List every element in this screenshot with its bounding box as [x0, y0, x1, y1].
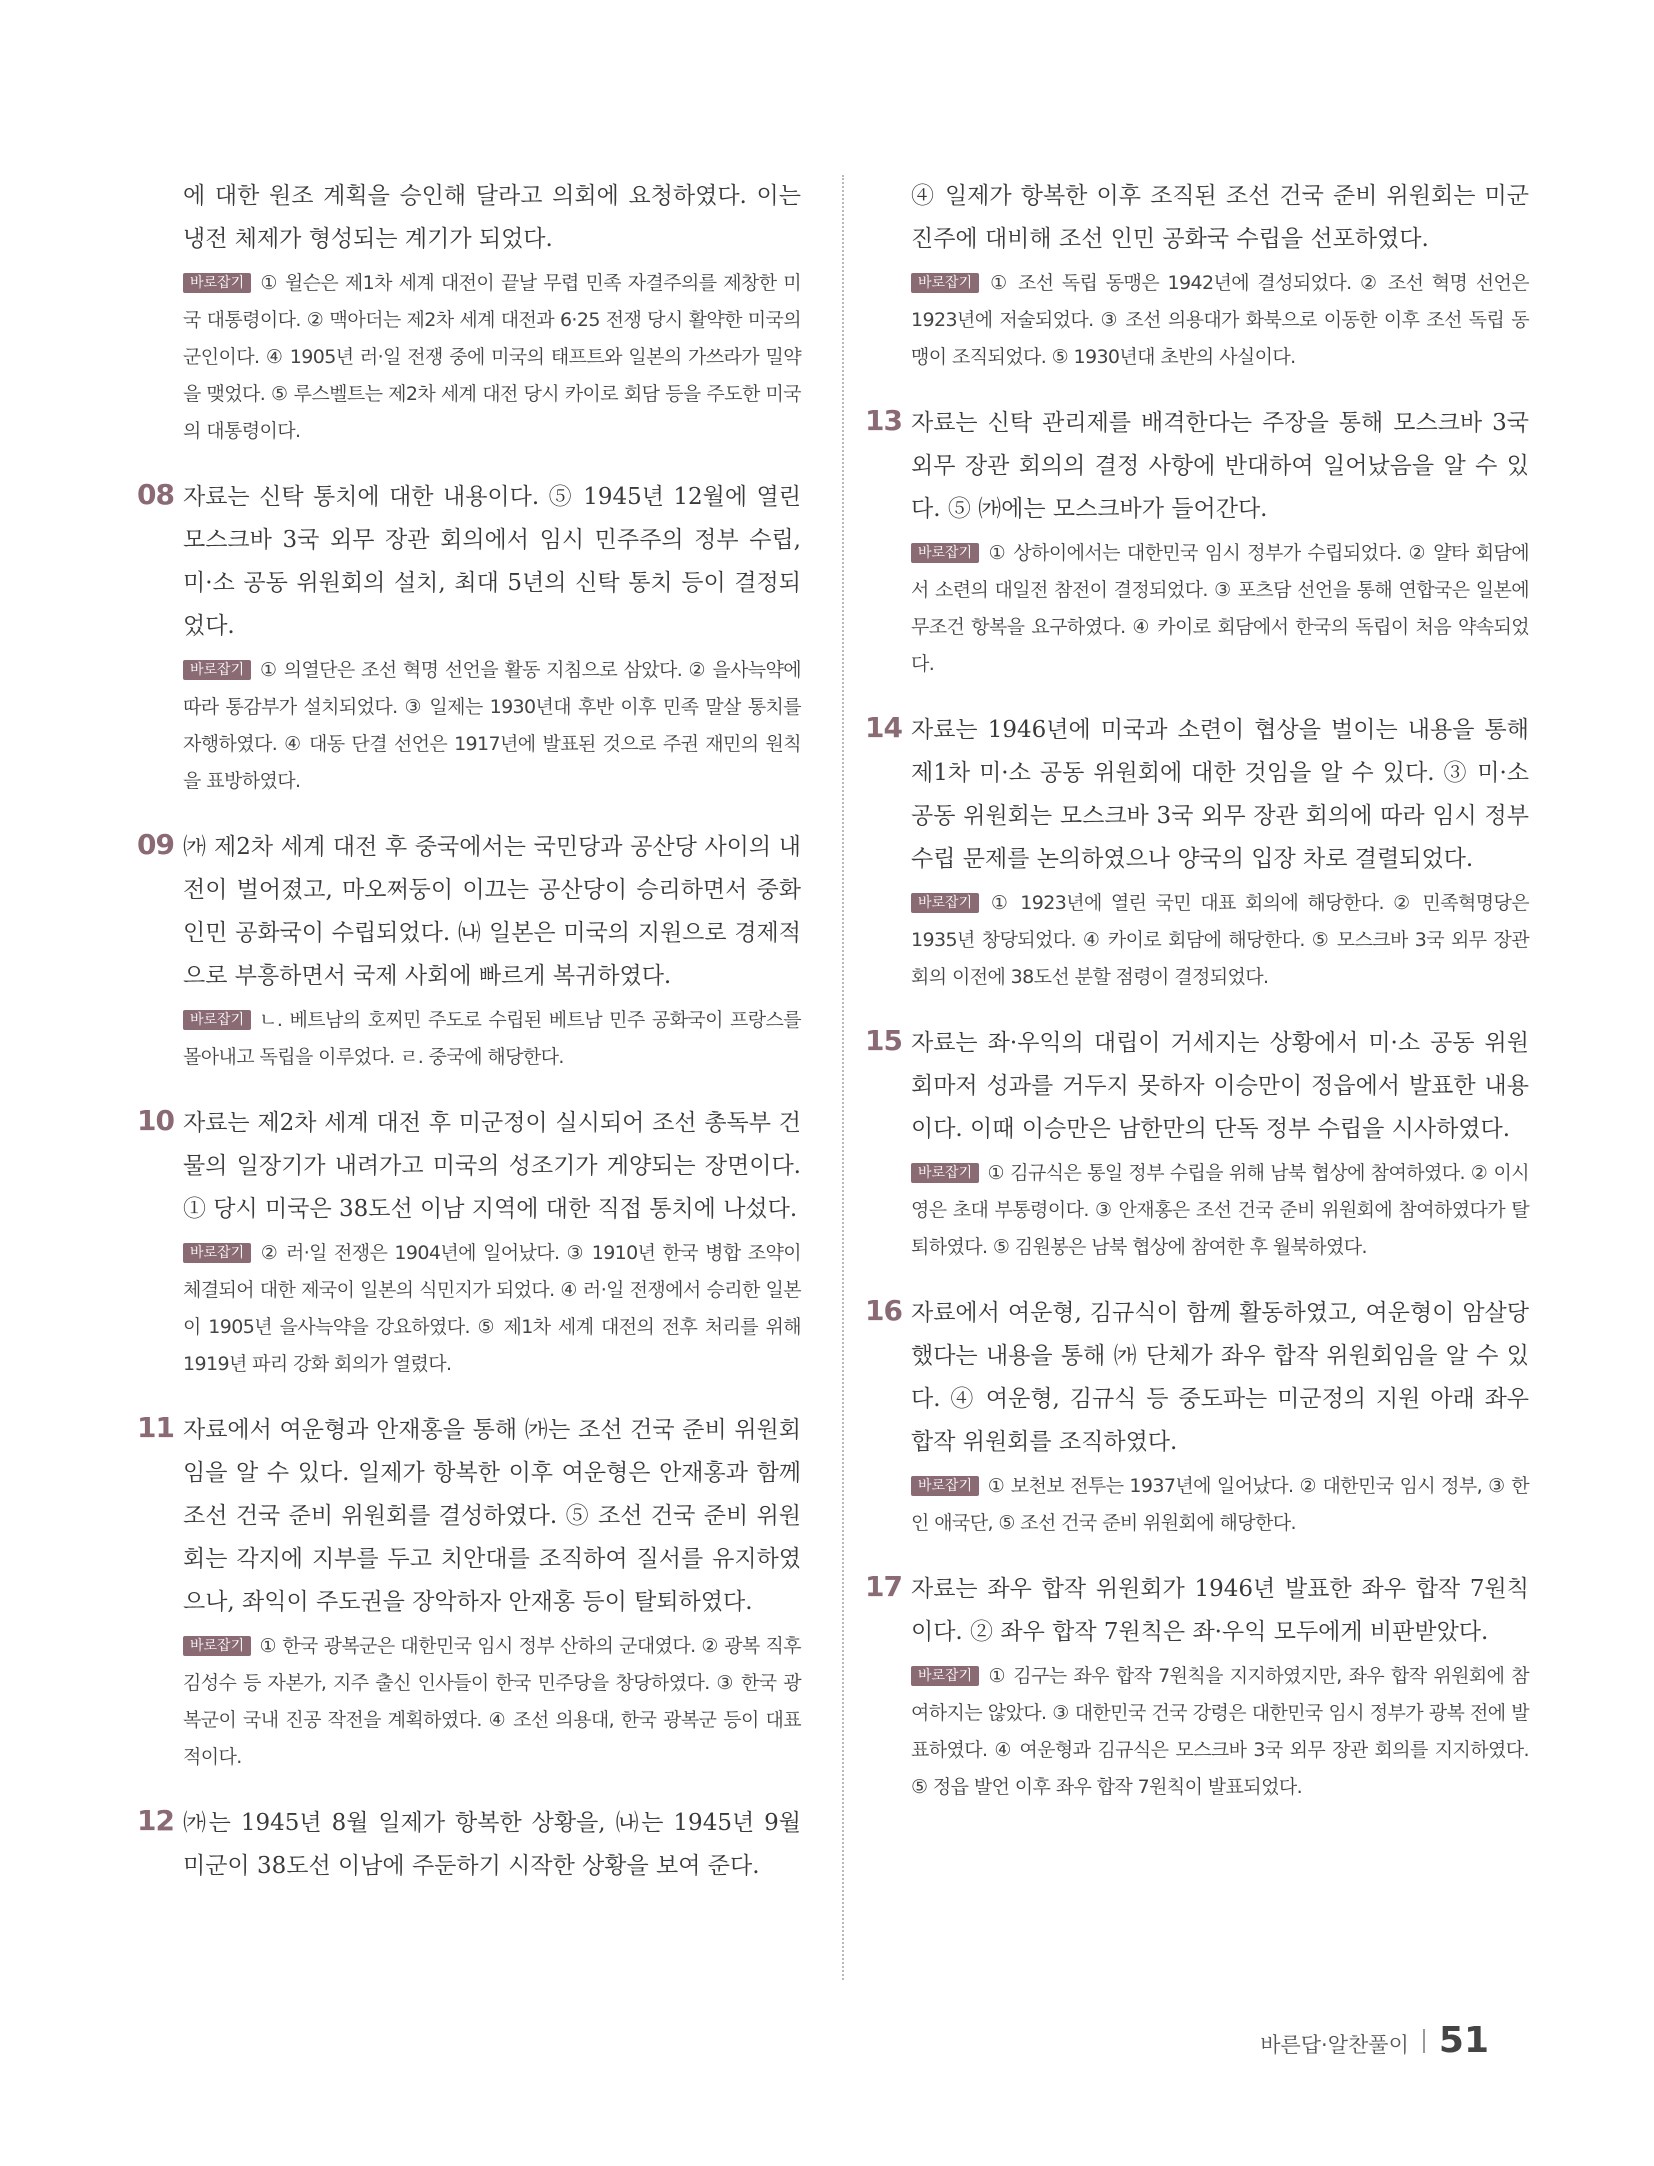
item-12	[137, 1802, 801, 1888]
item-body: 자료는 1946년에 미국과 소련이 협상을 벌이는 내용을 통해 제1차 미·소 공동 위원회에 대한 것임을 알 수 있다. ③ 미·소 공동 위원회는 모스크바 3국 외무 장관 회의에 따라 임시 정부 수립 문제를 논의하였으나 양국의 입장 차로 결렬되었다.	[911, 717, 1529, 872]
item-08	[137, 476, 801, 800]
correction-badge: 바로잡기	[911, 543, 979, 563]
answer-text: ① 한국 광복군은 대한민국 임시 정부 산하의 군대였다. ② 광복 직후 김성수 등 자본가, 지주 출신 인사들이 한국 민주당을 창당하였다. ③ 한국 광복군이 국내 진공 작전을 계획하였다. ④ 조선 의용대, 한국 광복군 등이 대표적이다.	[183, 1635, 801, 1768]
correction-badge: 바로잡기	[911, 1666, 979, 1686]
item-number: 15	[865, 1024, 902, 1057]
answer-text: ① 김구는 좌우 합작 7원칙을 지지하였지만, 좌우 합작 위원회에 참여하지는 않았다. ③ 대한민국 건국 강령은 대한민국 임시 정부가 광복 전에 발표하였다. ④ 여운형과 김규식은 모스크바 3국 외무 장관 회의를 지지하였다. ⑤ 정읍 발언 이후 좌우 합작 7원칙이 발표되었다.	[911, 1665, 1529, 1798]
answer-text: ① 1923년에 열린 국민 대표 회의에 해당한다. ② 민족혁명당은 1935년 창당되었다. ④ 카이로 회담에 해당한다. ⑤ 모스크바 3국 외무 장관 회의 이전에 38도선 분할 점령이 결정되었다.	[911, 892, 1529, 988]
correction-badge: 바로잡기	[911, 273, 979, 293]
page-footer	[1260, 2020, 1489, 2061]
item-13	[865, 402, 1529, 683]
item-17	[865, 1568, 1529, 1806]
item-number: 16	[865, 1294, 902, 1327]
item-body: ④ 일제가 항복한 이후 조직된 조선 건국 준비 위원회는 미군 진주에 대비해 조선 인민 공화국 수립을 선포하였다.	[911, 183, 1529, 252]
answer-text: ① 상하이에서는 대한민국 임시 정부가 수립되었다. ② 얄타 회담에서 소련의 대일전 참전이 결정되었다. ③ 포츠담 선언을 통해 연합국은 일본에 무조건 항복을 요구하였다. ④ 카이로 회담에서 한국의 독립이 처음 약속되었다.	[911, 542, 1529, 675]
item-10	[137, 1102, 801, 1383]
item-body: 자료는 좌·우익의 대립이 거세지는 상황에서 미·소 공동 위원회마저 성과를 거두지 못하자 이승만이 정읍에서 발표한 내용이다. 이때 이승만은 남한만의 단독 정부 수립을 시사하였다.	[911, 1030, 1529, 1142]
answer-text: ① 윌슨은 제1차 세계 대전이 끝날 무렵 민족 자결주의를 제창한 미국 대통령이다. ② 맥아더는 제2차 세계 대전과 6·25 전쟁 당시 활약한 미국의 군인이다. ④ 1905년 러·일 전쟁 중에 미국의 태프트와 일본의 가쓰라가 밀약을 맺었다. ⑤ 루스벨트는 제2차 세계 대전 당시 카이로 회담 등을 주도한 미국의 대통령이다.	[183, 272, 801, 442]
answer-text: ① 의열단은 조선 혁명 선언을 활동 지침으로 삼았다. ② 을사늑약에 따라 통감부가 설치되었다. ③ 일제는 1930년대 후반 이후 민족 말살 통치를 자행하였다. ④ 대동 단결 선언은 1917년에 발표된 것으로 주권 재민의 원칙을 표방하였다.	[183, 659, 801, 792]
correction-badge: 바로잡기	[183, 660, 251, 680]
correction-badge: 바로잡기	[183, 1243, 251, 1263]
item-body: ㈎ 제2차 세계 대전 후 중국에서는 국민당과 공산당 사이의 내전이 벌어졌고, 마오쩌둥이 이끄는 공산당이 승리하면서 중화 인민 공화국이 수립되었다. ㈏ 일본은 미국의 지원으로 경제적으로 부흥하면서 국제 사회에 빠르게 복귀하였다.	[183, 834, 801, 989]
item-number: 14	[865, 711, 902, 744]
answer-text: ① 조선 독립 동맹은 1942년에 결성되었다. ② 조선 혁명 선언은 1923년에 저술되었다. ③ 조선 의용대가 화북으로 이동한 이후 조선 독립 동맹이 조직되었다. ⑤ 1930년대 초반의 사실이다.	[911, 272, 1529, 368]
correction-badge: 바로잡기	[183, 1010, 251, 1030]
answer-text: ① 김규식은 통일 정부 수립을 위해 남북 협상에 참여하였다. ② 이시영은 초대 부통령이다. ③ 안재홍은 조선 건국 준비 위원회에 참여하였다가 탈퇴하였다. ⑤ 김원봉은 남북 협상에 참여한 후 월북하였다.	[911, 1162, 1529, 1258]
answer-text: ② 러·일 전쟁은 1904년에 일어났다. ③ 1910년 한국 병합 조약이 체결되어 대한 제국이 일본의 식민지가 되었다. ④ 러·일 전쟁에서 승리한 일본이 1905년 을사늑약을 강요하였다. ⑤ 제1차 세계 대전의 전후 처리를 위해 1919년 파리 강화 회의가 열렸다.	[183, 1242, 801, 1375]
item-number: 11	[137, 1411, 174, 1444]
item-11	[137, 1409, 801, 1776]
item-number: 12	[137, 1804, 174, 1837]
item-number: 17	[865, 1570, 902, 1603]
answer-note	[183, 265, 801, 450]
answer-note	[911, 885, 1529, 996]
item-body: 자료는 신탁 관리제를 배격한다는 주장을 통해 모스크바 3국 외무 장관 회의의 결정 사항에 반대하여 일어났음을 알 수 있다. ⑤ ㈎에는 모스크바가 들어간다.	[911, 410, 1529, 522]
answer-note	[183, 1235, 801, 1383]
right-column	[865, 175, 1529, 1806]
answer-note	[911, 1468, 1529, 1542]
answer-text: ① 보천보 전투는 1937년에 일어났다. ② 대한민국 임시 정부, ③ 한인 애국단, ⑤ 조선 건국 준비 위원회에 해당한다.	[911, 1475, 1529, 1534]
item-body: 자료는 좌우 합작 위원회가 1946년 발표한 좌우 합작 7원칙이다. ② 좌우 합작 7원칙은 좌·우익 모두에게 비판받았다.	[911, 1576, 1529, 1645]
item-body: 에 대한 원조 계획을 승인해 달라고 의회에 요청하였다. 이는 냉전 체제가 형성되는 계기가 되었다.	[183, 183, 801, 252]
left-column	[137, 175, 801, 1888]
answer-text: ㄴ. 베트남의 호찌민 주도로 수립된 베트남 민주 공화국이 프랑스를 몰아내고 독립을 이루었다. ㄹ. 중국에 해당한다.	[183, 1009, 801, 1068]
answer-note	[911, 535, 1529, 683]
correction-badge: 바로잡기	[911, 1476, 979, 1496]
item-body: 자료에서 여운형, 김규식이 함께 활동하였고, 여운형이 암살당했다는 내용을 통해 ㈎ 단체가 좌우 합작 위원회임을 알 수 있다. ④ 여운형, 김규식 등 중도파는 미군정의 지원 아래 좌우 합작 위원회를 조직하였다.	[911, 1300, 1529, 1455]
answer-note	[911, 1658, 1529, 1806]
answer-note	[911, 1155, 1529, 1266]
item-09	[137, 826, 801, 1076]
answer-note	[183, 1002, 801, 1076]
item-continuation-right	[911, 175, 1529, 376]
item-number: 09	[137, 828, 174, 861]
column-divider	[842, 175, 844, 1980]
correction-badge: 바로잡기	[911, 1163, 979, 1183]
item-body: 자료는 제2차 세계 대전 후 미군정이 실시되어 조선 총독부 건물의 일장기가 내려가고 미국의 성조기가 게양되는 장면이다. ① 당시 미국은 38도선 이남 지역에 대한 직접 통치에 나섰다.	[183, 1110, 801, 1222]
item-number: 10	[137, 1104, 174, 1137]
item-16	[865, 1292, 1529, 1542]
correction-badge: 바로잡기	[911, 893, 979, 913]
answer-note	[183, 1628, 801, 1776]
item-number: 13	[865, 404, 902, 437]
item-continuation-left	[183, 175, 801, 450]
correction-badge: 바로잡기	[183, 273, 251, 293]
answer-note	[183, 652, 801, 800]
correction-badge: 바로잡기	[183, 1636, 251, 1656]
item-body: ㈎는 1945년 8월 일제가 항복한 상황을, ㈏는 1945년 9월 미군이 38도선 이남에 주둔하기 시작한 상황을 보여 준다.	[183, 1810, 801, 1879]
item-number: 08	[137, 478, 174, 511]
item-15	[865, 1022, 1529, 1266]
item-body: 자료에서 여운형과 안재홍을 통해 ㈎는 조선 건국 준비 위원회임을 알 수 있다. 일제가 항복한 이후 여운형은 안재홍과 함께 조선 건국 준비 위원회를 결성하였다. ⑤ 조선 건국 준비 위원회는 각지에 지부를 두고 치안대를 조직하여 질서를 유지하였으나, 좌익이 주도권을 장악하자 안재홍 등이 탈퇴하였다.	[183, 1417, 801, 1615]
answer-note	[911, 265, 1529, 376]
footer-separator	[1423, 2029, 1425, 2053]
page-number: 51	[1438, 2020, 1489, 2061]
item-14	[865, 709, 1529, 996]
footer-label: 바른답·알찬풀이	[1260, 2033, 1409, 2057]
item-body: 자료는 신탁 통치에 대한 내용이다. ⑤ 1945년 12월에 열린 모스크바 3국 외무 장관 회의에서 임시 민주주의 정부 수립, 미·소 공동 위원회의 설치, 최대 5년의 신탁 통치 등이 결정되었다.	[183, 484, 801, 639]
